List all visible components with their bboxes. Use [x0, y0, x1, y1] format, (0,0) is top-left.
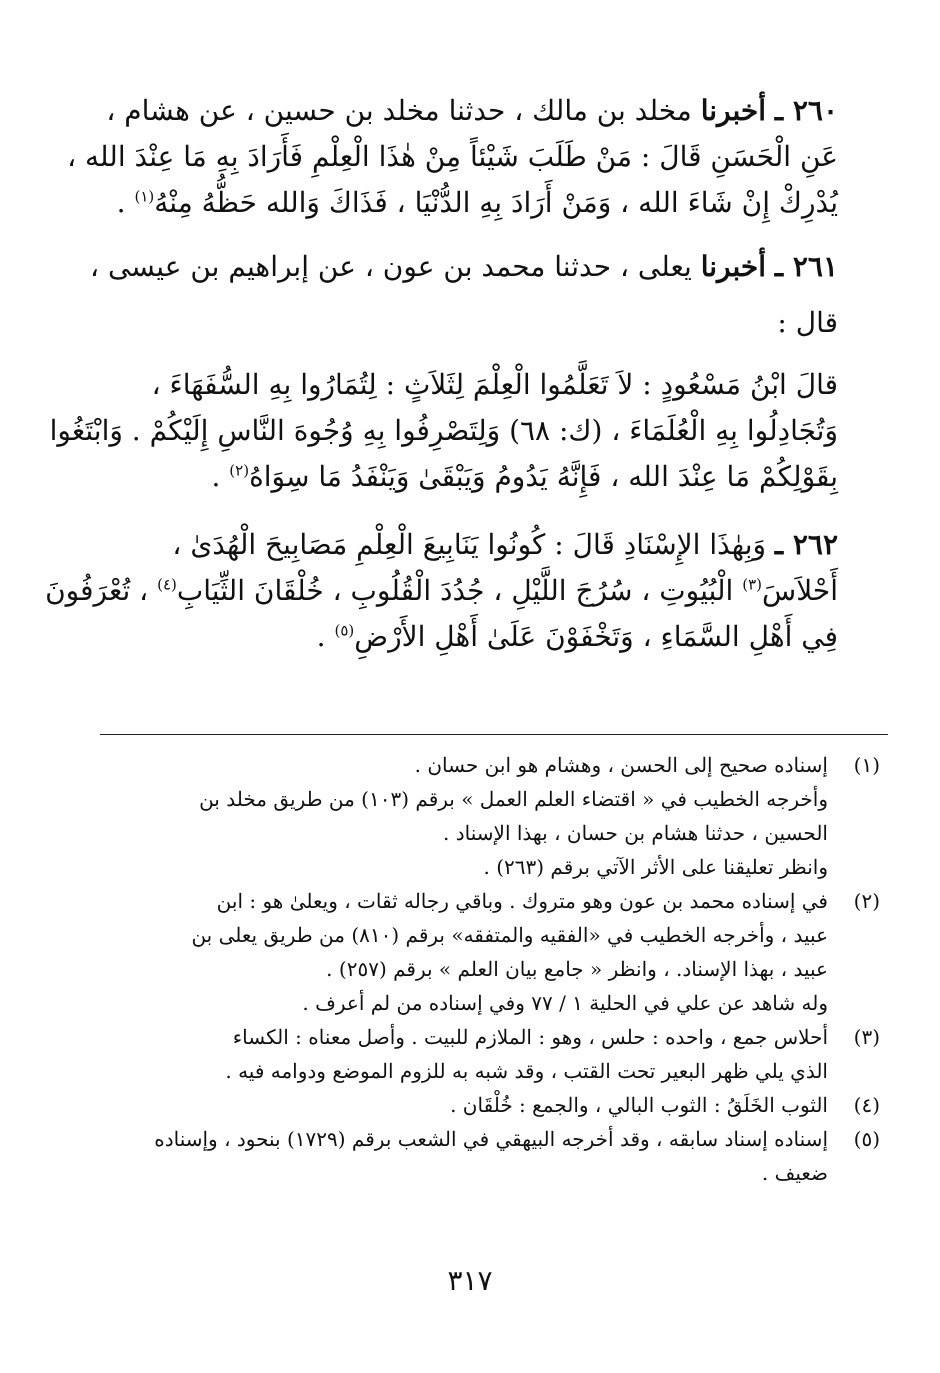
- footnote-body: [100, 748, 828, 884]
- footnote-line: ضعيف .: [761, 1161, 828, 1185]
- akhbarana-label: أخبرنا: [700, 250, 767, 283]
- footnotes: [100, 748, 880, 1190]
- hadith-260-line-2: عَنِ الْحَسَنِ قَالَ : مَنْ طَلَبَ شَيْئاً مِنْ هٰذَا الْعِلْمِ فَأَرَادَ بِهِ مَا عِنْدَ الله ،: [67, 140, 838, 173]
- footnote-line: عبيد ، بهذا الإسناد. ، وانظر « جامع بيان العلم » برقم (٢٥٧) .: [326, 957, 828, 981]
- footnote-line: إسناده صحيح إلى الحسن ، وهشام هو ابن حسان .: [414, 753, 828, 777]
- footnote-ref-5[interactable]: (٥): [334, 621, 355, 640]
- footnote-line: إسناده إسناد سابقه ، وقد أخرجه البيهقي في الشعب برقم (١٧٢٩) بنحود ، وإسناده: [154, 1127, 828, 1151]
- footnote-line: في إسناده محمد بن عون وهو متروك . وباقي رجاله ثقات ، ويعلىٰ هو : ابن: [216, 889, 828, 913]
- footnote-5: [100, 1122, 880, 1190]
- matn-text: الْبُيُوتِ ، سُرُجَ اللَّيْلِ ، جُدُدَ الْقُلُوبِ ، خُلْقَانَ الثِّيَابِ: [176, 574, 743, 607]
- line-end: .: [211, 460, 230, 493]
- footnote-line: وأخرجه الخطيب في « اقتضاء العلم العمل » برقم (١٠٣) من طريق مخلد بن: [199, 787, 828, 811]
- hadith-262-line-1: [100, 522, 838, 568]
- footnote-2: [100, 884, 880, 1020]
- matn-text: ، تُعْرَفُونَ: [45, 574, 158, 607]
- footnote-number: (١): [853, 753, 880, 777]
- hadith-260-line-3: [100, 180, 838, 226]
- footnote-line: وله شاهد عن علي في الحلية ١ / ٧٧ وفي إسناده من لم أعرف .: [302, 991, 828, 1015]
- matn-text: وَبِهٰذَا الإِسْنَادِ قَالَ : كُونُوا يَنَابِيعَ الْعِلْمِ مَصَابِيحَ الْهُدَىٰ ،: [172, 528, 767, 561]
- hadith-261-quote-line-1: قالَ ابْنُ مَسْعُودٍ : لاَ تَعَلَّمُوا الْعِلْمَ لِثَلاَثٍ : لِتُمَارُوا بِهِ السُّفَهَاءَ ،: [151, 368, 838, 401]
- hadith-262-line-2: [45, 568, 838, 614]
- footnote-3: [100, 1020, 880, 1088]
- footnote-number: (٤): [853, 1093, 880, 1117]
- hadith-261-quote-line-2: وَتُجَادِلُوا بِهِ الْعُلَمَاءَ ، (ك: ٦٨) وَلِتَصْرِفُوا بِهِ وُجُوهَ النَّاسِ إِلَيْكُمْ . وَابْتَغُوا: [49, 414, 838, 447]
- footnote-divider: [100, 734, 888, 735]
- isnad-text: يعلى ، حدثنا محمد بن عون ، عن إبراهيم بن عيسى ،: [90, 250, 692, 283]
- footnote-ref-4[interactable]: (٤): [157, 575, 177, 594]
- hadith-261-qala: [100, 300, 838, 346]
- matn-text: يُدْرِكْ إِنْ شَاءَ الله ، وَمَنْ أَرَادَ بِهِ الدُّنْيَا ، فَذَاكَ وَالله حَظُّهُ مِنْهُ: [154, 186, 838, 219]
- hadith-262-line-3: [100, 614, 838, 660]
- matn-text: فِي أَهْلِ السَّمَاءِ ، وَتَخْفَوْنَ عَلَىٰ أَهْلِ الأَرْضِ: [354, 620, 838, 653]
- footnote-line: عبيد ، وأخرجه الخطيب في «الفقيه والمتفقه» برقم (٨١٠) من طريق يعلى بن: [191, 923, 828, 947]
- hadith-number: ٢٦٢ ـ: [774, 528, 838, 561]
- footnote-1: [100, 748, 880, 884]
- hadith-261-line-2: قال :: [777, 306, 838, 339]
- footnote-number: (٥): [853, 1127, 880, 1151]
- isnad-text: مخلد بن مالك ، حدثنا مخلد بن حسين ، عن هشام ،: [106, 94, 692, 127]
- hadith-261-quote: [49, 362, 838, 500]
- footnote-body: [100, 1088, 828, 1122]
- hadith-number: ٢٦١ ـ: [774, 250, 838, 283]
- footnote-line: الذي يلي ظهر البعير تحت القتب ، وقد شبه به للزوم الموضع ودوامه فيه .: [225, 1059, 828, 1083]
- line-end: .: [316, 620, 335, 653]
- hadith-262: [45, 522, 838, 660]
- hadith-260-line-1: [100, 88, 838, 134]
- footnote-ref-2[interactable]: (٢): [229, 461, 250, 480]
- footnote-number: (٣): [853, 1025, 880, 1049]
- page-number: ٣١٧: [447, 1264, 493, 1297]
- footnote-line: وانظر تعليقنا على الأثر الآتي برقم (٢٦٣) .: [483, 855, 828, 879]
- hadith-261-line-1: [90, 244, 838, 290]
- akhbarana-label: أخبرنا: [700, 94, 767, 127]
- footnote-body: [100, 1122, 828, 1190]
- footnote-ref-3[interactable]: (٣): [742, 575, 763, 594]
- footnote-body: [100, 1020, 828, 1088]
- footnote-line: الثوب الخَلَقُ : الثوب البالي ، والجمع : خُلْقَان .: [450, 1093, 828, 1117]
- hadith-261: [90, 244, 838, 290]
- footnote-ref-1[interactable]: (١): [134, 187, 155, 206]
- matn-text: أَحْلاَسَ: [762, 574, 838, 607]
- hadith-261-quote-line-3: [100, 454, 838, 500]
- hadith-number: ٢٦٠ ـ: [774, 94, 838, 127]
- footnote-body: [100, 884, 828, 1020]
- footnote-4: [100, 1088, 880, 1122]
- hadith-260: [67, 88, 838, 226]
- main-text: [45, 88, 838, 660]
- footnote-number: (٢): [853, 889, 880, 913]
- footnote-line: الحسين ، حدثنا هشام بن حسان ، بهذا الإسناد .: [443, 821, 828, 845]
- matn-text: بِقَوْلِكُمْ مَا عِنْدَ الله ، فَإِنَّهُ يَدُومُ وَيَبْقَىٰ وَيَنْفَدُ مَا سِوَاهُ: [249, 460, 838, 493]
- line-end: .: [116, 186, 135, 219]
- footnote-line: أحلاس جمع ، واحده : حلس ، وهو : الملازم للبيت . وأصل معناه : الكساء: [232, 1025, 828, 1049]
